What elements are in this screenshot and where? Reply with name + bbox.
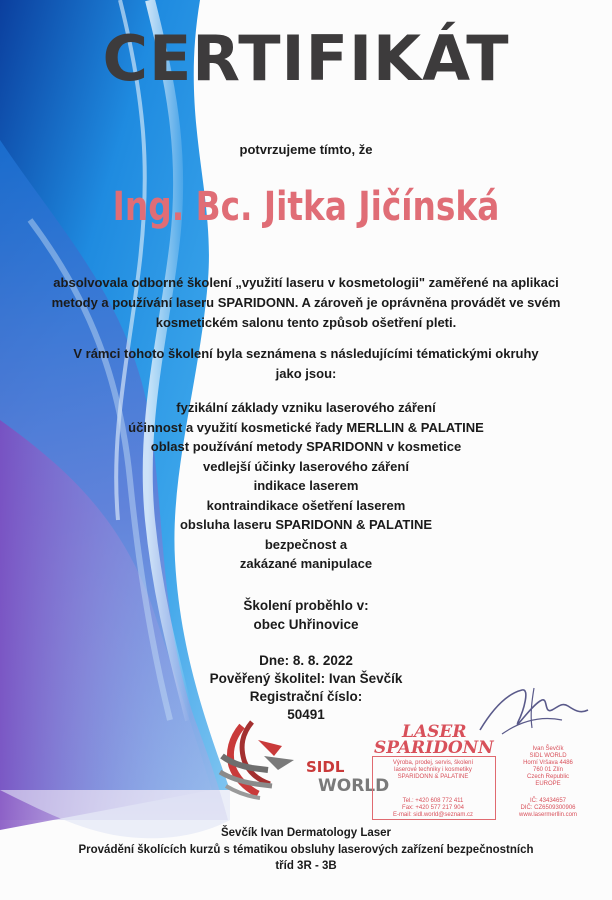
intro-line: kosmetickém salonu tento způsob ošetření pleti.	[155, 315, 457, 330]
topic-item: fyzikální základy vzniku laserového záření	[176, 400, 436, 415]
footer-classes: tříd 3R - 3B	[275, 860, 337, 872]
stamp-right-line: Ivan Ševčík	[532, 746, 564, 752]
confirm-line: potvrzujeme tímto, že	[239, 142, 373, 157]
date-line: Dne: 8. 8. 2022	[259, 653, 353, 668]
topic-item: kontraindikace ošetření laserem	[206, 497, 406, 513]
stamp-brand-laser: LASER	[402, 722, 467, 742]
stamp-right-line: 760 01 Zlín	[532, 767, 564, 773]
stamp-right-line: EUROPE	[535, 781, 561, 787]
stamp-right-line: Czech Republic	[526, 774, 570, 780]
stamp-left-line: SPARIDONN & PALATINE	[397, 774, 469, 780]
topic-item: indikace laserem	[253, 478, 359, 493]
stamp-right-line: SIDL WORLD	[529, 753, 567, 759]
topic-item: zakázané manipulace	[239, 556, 373, 571]
topic-item: bezpečnost a	[264, 536, 348, 552]
stamp-contact-line: Fax: +420 577 217 904	[402, 805, 464, 811]
stamp-right-line: Horní Vršava 4486	[523, 760, 573, 766]
topics-intro	[20, 344, 592, 384]
topic-item: obsluha laseru SPARIDONN & PALATINE	[179, 517, 433, 532]
intro-paragraph	[20, 273, 592, 333]
registration-number: 50491	[287, 707, 325, 722]
stamp-id-line: IČ: 43434657	[529, 798, 567, 804]
topic-item: účinnost a využití kosmetické řady MERLLIN & PALATINE	[128, 419, 484, 435]
topics-intro-line: jako jsou:	[275, 366, 337, 381]
stamp-brand-sparidonn: SPARIDONN	[374, 738, 494, 758]
topic-item: oblast používání metody SPARIDONN v kosmetice	[150, 439, 462, 454]
topic-item: vedlejší účinky laserového záření	[203, 458, 409, 474]
registration-label: Registrační číslo:	[249, 689, 363, 704]
topics-intro-line: V rámci tohoto školení byla seznámena s následujícími tématickými okruhy	[73, 346, 539, 361]
stamp-left-line: Výroba, prodej, servis, školení	[392, 760, 474, 766]
footer-company: Ševčík Ivan Dermatology Laser	[220, 827, 392, 839]
stamp-left-line: laserové techniky i kosmetiky	[394, 767, 472, 773]
stamp-contact-line: E-mail: sidl.world@seznam.cz	[392, 812, 474, 818]
footer-description: Provádění školících kurzů s tématikou obsluhy laserových zařízení bezpečnostních	[78, 844, 534, 856]
intro-line: metody a používání laseru SPARIDONN. A zároveň je oprávněna provádět ve svém	[51, 295, 561, 310]
certificate-title: CERTIFIKÁT	[102, 22, 510, 95]
logo-text-sidl: SIDL	[306, 758, 345, 776]
stamp-id-line: DIČ: CZ6509300906	[520, 805, 576, 811]
signature	[472, 680, 592, 744]
trainer-line: Pověřený školitel: Ivan Ševčík	[209, 671, 403, 686]
training-place: obec Uhřinovice	[253, 617, 359, 632]
stamp-id-line: www.lasermerllin.com	[518, 812, 577, 818]
topics-list	[0, 398, 612, 574]
stamp-contact-line: Tel.: +420 608 772 411	[402, 798, 464, 804]
recipient-name: Ing. Bc. Jitka Jičínská	[112, 184, 500, 230]
training-place-label: Školení proběhlo v:	[243, 598, 369, 613]
intro-line: absolvovala odborné školení „využití laseru v kosmetologii" zaměřené na aplikaci	[53, 275, 559, 290]
logo-text-world: WORLD	[318, 776, 390, 796]
